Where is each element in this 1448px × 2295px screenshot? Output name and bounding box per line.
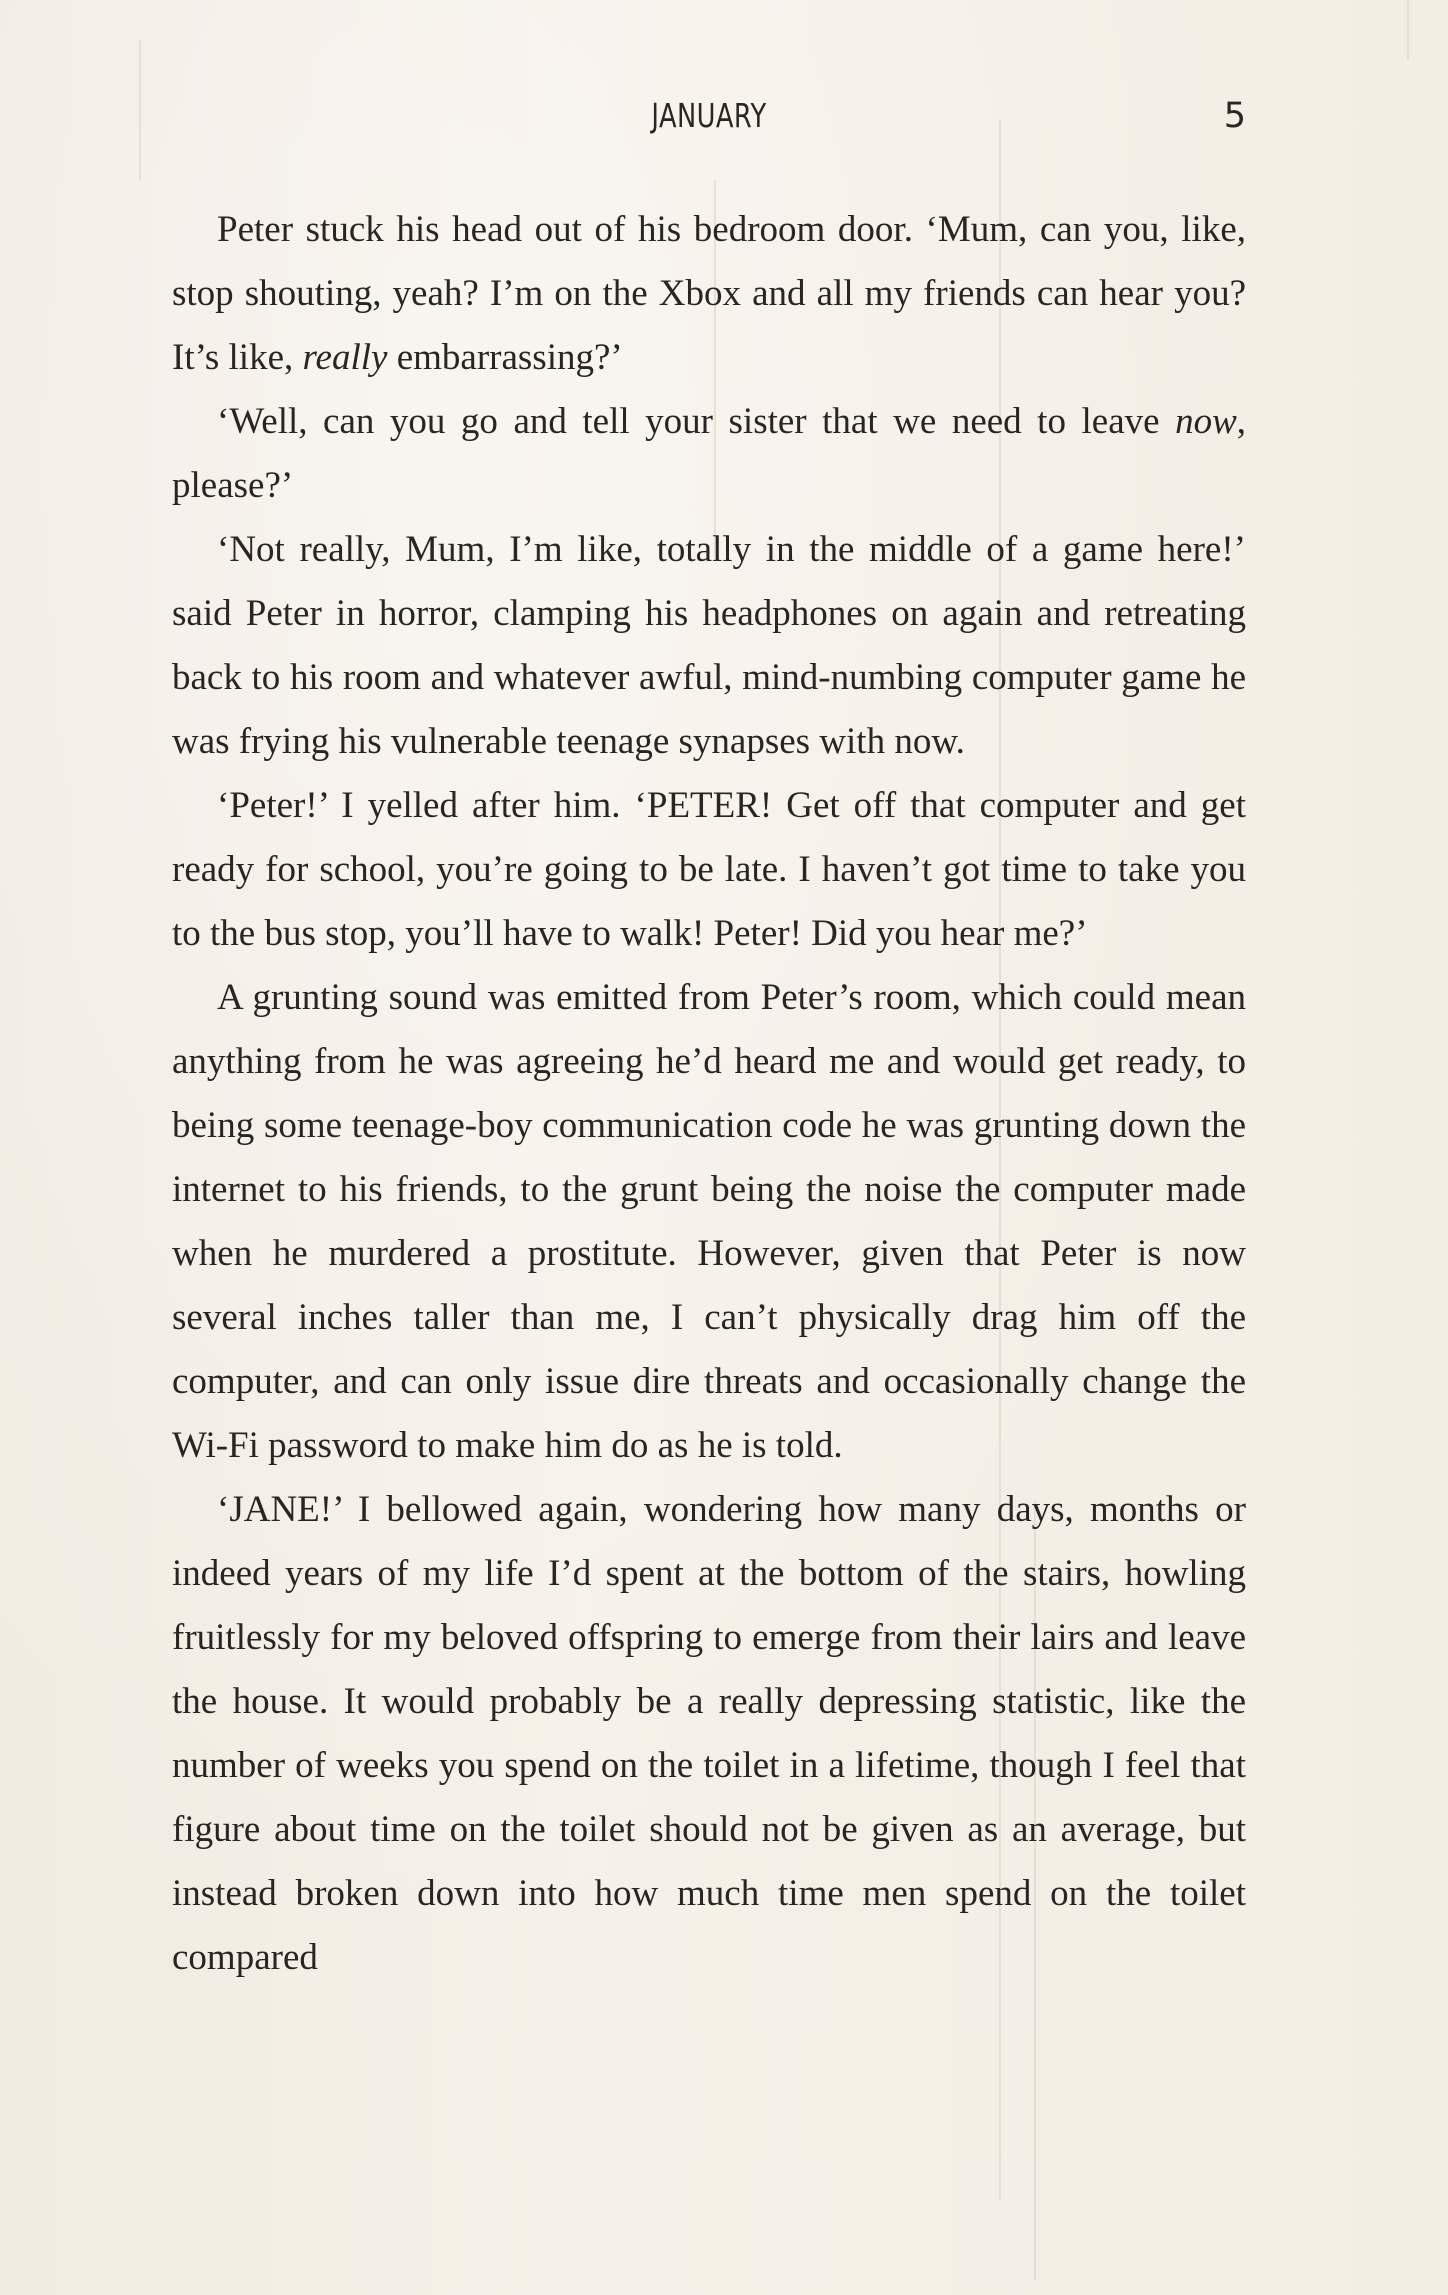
body-text [172, 198, 1246, 1990]
text-segment: , please?’ [172, 401, 1246, 506]
text-segment: ‘Not really, Mum, I’m like, totally in the middle of a game here!’ said Peter in horror, clamping his headphones on again and retreating back to his room and whatever awful, mind-numbing computer game he was frying his vulnerable teenage synapses with now. [172, 529, 1246, 762]
page-number: 5 [1223, 96, 1246, 136]
paragraph [172, 198, 1246, 390]
italic-text: really [302, 337, 388, 378]
paragraph [172, 774, 1246, 966]
text-segment: Peter stuck his head out of his bedroom door. ‘Mum, can you, like, stop shouting, yeah? I’m on the Xbox and all my friends can hear you? It’s like, [172, 209, 1246, 378]
text-segment: ‘Well, can you go and tell your sister that we need to leave [217, 401, 1176, 442]
text-segment: ‘Peter!’ I yelled after him. ‘PETER! Get off that computer and get ready for school, you’re going to be late. I haven’t got time to take you to the bus stop, you’ll have to walk! Peter! Did you hear me?’ [172, 785, 1246, 954]
text-segment: embarrassing?’ [387, 337, 623, 378]
paragraph [172, 390, 1246, 518]
paragraph [172, 518, 1246, 774]
page-header [172, 96, 1246, 146]
italic-text: now [1175, 401, 1237, 442]
paragraph [172, 966, 1246, 1478]
running-head: JANUARY [651, 96, 767, 135]
paragraph [172, 1478, 1246, 1990]
text-segment: A grunting sound was emitted from Peter’s room, which could mean anything from he was agreeing he’d heard me and would get ready, to being some teenage-boy communication code he was grunting down the internet to his friends, to the grunt being the noise the computer made when he murdered a prostitute. However, given that Peter is now several inches taller than me, I can’t physically drag him off the computer, and can only issue dire threats and occasionally change the Wi-Fi password to make him do as he is told. [172, 977, 1246, 1466]
text-segment: ‘JANE!’ I bellowed again, wondering how many days, months or indeed years of my life I’d spent at the bottom of the stairs, howling fruitlessly for my beloved offspring to emerge from their lairs and leave the house. It would probably be a really depressing statistic, like the number of weeks you spend on the toilet in a lifetime, though I feel that figure about time on the toilet should not be given as an average, but instead broken down into how much time men spend on the toilet compared [172, 1489, 1246, 1978]
